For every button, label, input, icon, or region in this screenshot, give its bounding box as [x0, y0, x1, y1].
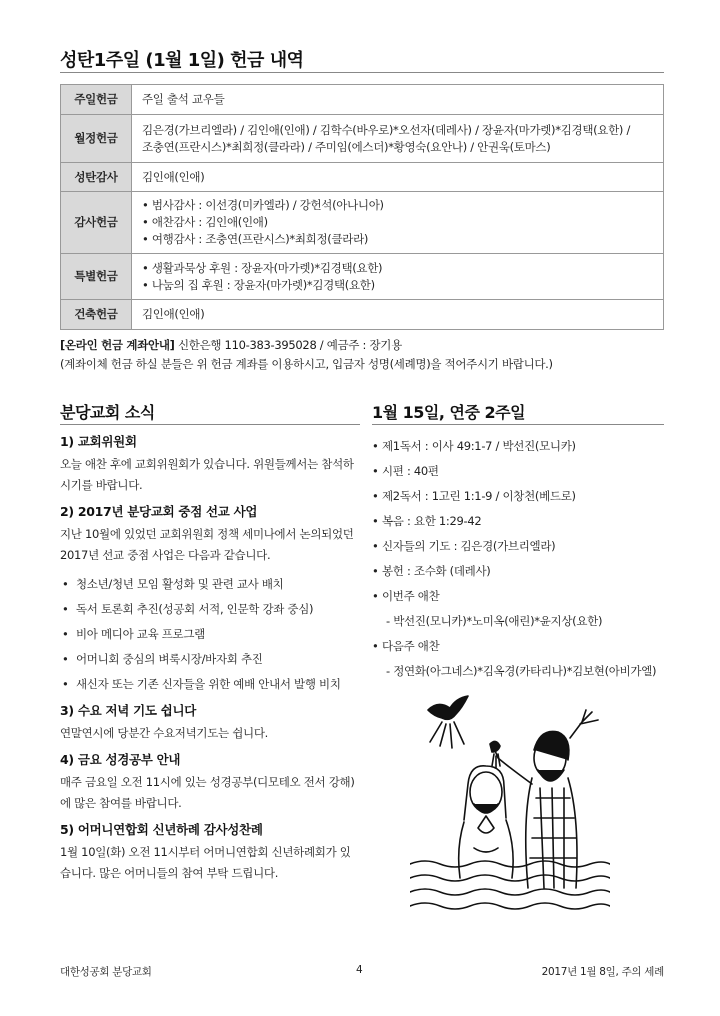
table-row: [61, 115, 664, 163]
news-text: 연말연시에 당분간 수요저녁기도는 쉽니다.: [60, 726, 268, 740]
list-item: • 신자들의 기도 : 김은경(가브리엘라): [372, 539, 556, 553]
table-row: [61, 300, 664, 330]
value-line: 김은경(가브리엘라) / 김인애(인애) / 김학수(바우로)*오선자(데레사) / 장윤자(마가렛)*김경택(요한) /: [142, 122, 631, 137]
list-item: • 시편 : 40편: [372, 464, 439, 478]
list-item: • 나눔의 집 후원 : 장윤자(마가렛)*김경택(요한): [142, 277, 653, 294]
table-row: [61, 192, 664, 254]
row-label: 건축헌금: [61, 300, 132, 330]
value-line: 조충연(프란시스)*최희정(클라라) / 주미임(에스더)*황영숙(요안나) / 안권욱(토마스): [142, 139, 551, 154]
list-item: • 범사감사 : 이선경(미카엘라) / 강헌석(아나니아): [142, 197, 653, 214]
table-row: [61, 254, 664, 300]
row-value: [132, 254, 664, 300]
list-item: • 이번주 애찬: [372, 589, 440, 603]
news-heading: 1) 교회위원회: [60, 434, 137, 449]
row-value: [132, 192, 664, 254]
list-item: • 청소년/청년 모임 활성화 및 관련 교사 배치: [76, 572, 360, 597]
list-item: • 복음 : 요한 1:29-42: [372, 514, 482, 528]
list-subitem: - 박선진(모니카)*노미옥(애린)*윤지상(요한): [386, 614, 603, 628]
row-label: 주일헌금: [61, 85, 132, 115]
table-row: [61, 163, 664, 192]
row-value: 주일 출석 교우들: [132, 85, 664, 115]
service-title: 1월 15일, 연중 2주일: [372, 403, 526, 422]
row-label: 월정헌금: [61, 115, 132, 163]
offering-title: 성탄1주일 (1월 1일) 헌금 내역: [60, 50, 304, 71]
news-text: 매주 금요일 오전 11시에 있는 성경공부(디모테오 전서 강해)에 많은 참여를 바랍니다.: [60, 775, 355, 810]
news-title: 분당교회 소식: [60, 403, 155, 422]
list-item: • 제2독서 : 1고린 1:1-9 / 이창천(베드로): [372, 489, 576, 503]
row-label: 성탄감사: [61, 163, 132, 192]
table-row: [61, 85, 664, 115]
row-value: [132, 115, 664, 163]
row-value: 김인애(인애): [132, 163, 664, 192]
footer-church-name: 대한성공회 분당교회: [60, 966, 152, 978]
news-title-rule: [60, 424, 360, 425]
list-item: • 비아 메디아 교육 프로그램: [76, 622, 360, 647]
list-item: • 다음주 애찬: [372, 639, 440, 653]
list-item: • 어머니회 중심의 벼룩시장/바자회 추진: [76, 647, 360, 672]
list-subitem: - 정연화(아그네스)*김옥경(카타리나)*김보현(아비가엘): [386, 664, 657, 678]
news-heading: 3) 수요 저녁 기도 쉽니다: [60, 703, 196, 718]
news-heading: 2) 2017년 분당교회 중점 선교 사업: [60, 504, 258, 519]
row-label: 특별헌금: [61, 254, 132, 300]
news-text: 1월 10일(화) 오전 11시부터 어머니연합회 신년하례회가 있습니다. 많은 어머니들의 참여 부탁 드립니다.: [60, 845, 351, 880]
footer-page-number: 4: [356, 964, 363, 976]
online-label: [온라인 헌금 계좌안내]: [60, 338, 175, 352]
online-note: (계좌이체 헌금 하실 분들은 위 헌금 계좌를 이용하시고, 입금자 성명(세례명)을 적어주시기 바랍니다.): [60, 357, 553, 371]
list-item: • 독서 토론회 추진(성공회 서적, 인문학 강좌 중심): [76, 597, 360, 622]
service-list: [372, 434, 672, 684]
online-account: 신한은행 110-383-395028 / 예금주 : 장기용: [174, 338, 402, 352]
footer-date: 2017년 1월 8일, 주의 세례: [541, 966, 664, 978]
list-item: • 제1독서 : 이사 49:1-7 / 박선진(모니카): [372, 439, 576, 453]
baptism-illustration-icon: [410, 688, 610, 913]
news-text: 오늘 애찬 후에 교회위원회가 있습니다. 위원들께서는 참석하시기를 바랍니다.: [60, 457, 354, 492]
list-item: • 애찬감사 : 김인애(인애): [142, 214, 653, 231]
online-offering-info: [60, 336, 680, 374]
offering-title-rule: [60, 72, 664, 73]
row-label: 감사헌금: [61, 192, 132, 254]
news-text: 지난 10월에 있었던 교회위원회 정책 세미나에서 논의되었던 2017년 선교 중점 사업은 다음과 같습니다.: [60, 527, 354, 562]
list-item: • 새신자 또는 기존 신자들을 위한 예배 안내서 발행 비치: [76, 672, 360, 697]
row-value: 김인애(인애): [132, 300, 664, 330]
news-heading: 4) 금요 성경공부 안내: [60, 752, 181, 767]
offering-table: [60, 84, 664, 330]
list-item: • 생활과묵상 후원 : 장윤자(마가렛)*김경택(요한): [142, 260, 653, 277]
list-item: • 봉헌 : 조수화 (데레사): [372, 564, 491, 578]
news-heading: 5) 어머니연합회 신년하례 감사성찬례: [60, 822, 263, 837]
news-bullet-list: [60, 572, 360, 697]
service-title-rule: [372, 424, 664, 425]
list-item: • 여행감사 : 조충연(프란시스)*최희정(클라라): [142, 231, 653, 248]
news-list: [60, 432, 360, 890]
